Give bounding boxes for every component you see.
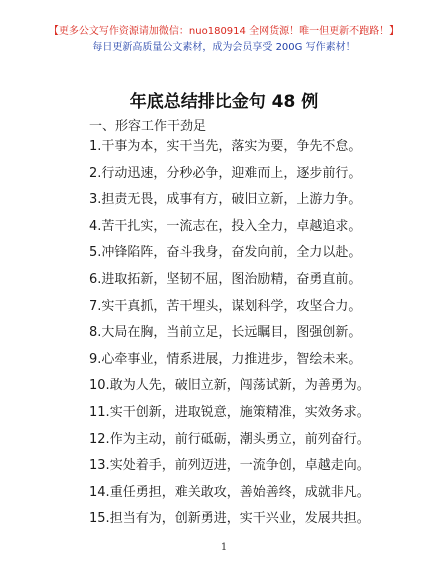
list-item [89,324,419,351]
list-item [89,510,419,537]
section-heading: 一、形容工作干劲足 [89,119,207,134]
document-title: 年底总结排比金句 48 例 [129,92,319,112]
list-item [89,404,419,431]
item-text: 苦干扎实，一流志在，投入全力，卓越追求。 [101,218,362,234]
item-number: 2. [89,165,102,181]
item-number: 9. [89,351,102,367]
list-item [89,271,419,298]
item-text: 冲锋陷阵，奋斗我身，奋发向前，全力以赴。 [101,245,362,261]
item-number: 14. [89,484,110,500]
item-text: 大局在胸，当前立足，长远瞩目，图强创新。 [101,325,362,341]
item-number: 7. [89,298,102,314]
item-number: 8. [89,325,102,341]
list-item [89,298,419,325]
list-item [89,138,419,165]
item-text: 实处着手，前列迈进，一流争创，卓越走向。 [109,458,370,474]
item-number: 3. [89,192,102,208]
item-text: 心牵事业，情系进展，力推进步，智绘未来。 [101,351,362,367]
item-text: 行动迅速，分秒必争，迎难而上，逐步前行。 [101,165,362,181]
item-text: 重任勇担，难关敢攻，善始善终，成就非凡。 [109,484,370,500]
item-text: 干事为本，实干当先，落实为要，争先不怠。 [101,139,362,154]
list-item [89,377,419,404]
item-text: 作为主动，前行砥砺，潮头勇立，前列奋行。 [109,431,370,447]
list-item [89,484,419,511]
item-text: 担责无畏，成事有方，破旧立新，上游力争。 [101,192,362,208]
item-number: 12. [89,431,110,447]
item-text: 担当有为，创新勇进，实干兴业，发展共担。 [109,511,370,527]
promo-banner-line1: 【更多公文写作资源请加微信：nuo180914 全网货源！唯一但更新不跑路！】 [48,26,400,37]
list-item [89,244,419,271]
item-number: 6. [89,271,102,287]
item-text: 实干真抓，苦干埋头，谋划科学，攻坚合力。 [101,298,362,314]
item-number: 15. [89,511,110,527]
promo-banner-line2: 每日更新高质量公文素材，成为会员享受 200G 写作素材！ [92,42,356,53]
list-item [89,191,419,218]
item-number: 11. [89,404,110,420]
list-item [89,457,419,484]
list-item [89,431,419,458]
list-item [89,165,419,192]
item-number: 13. [89,458,110,474]
item-number: 1. [89,139,102,154]
item-text: 进取拓新，坚韧不屈，图治励精，奋勇直前。 [101,271,362,287]
phrase-list [89,138,419,537]
page-number: 1 [220,542,228,553]
list-item [89,218,419,245]
item-number: 10. [89,378,110,394]
list-item [89,351,419,378]
item-number: 5. [89,245,102,261]
item-text: 敢为人先，破旧立新，闯荡试新，为善勇为。 [109,378,370,394]
item-number: 4. [89,218,102,234]
item-text: 实干创新，进取锐意，施策精准，实效务求。 [109,404,370,420]
